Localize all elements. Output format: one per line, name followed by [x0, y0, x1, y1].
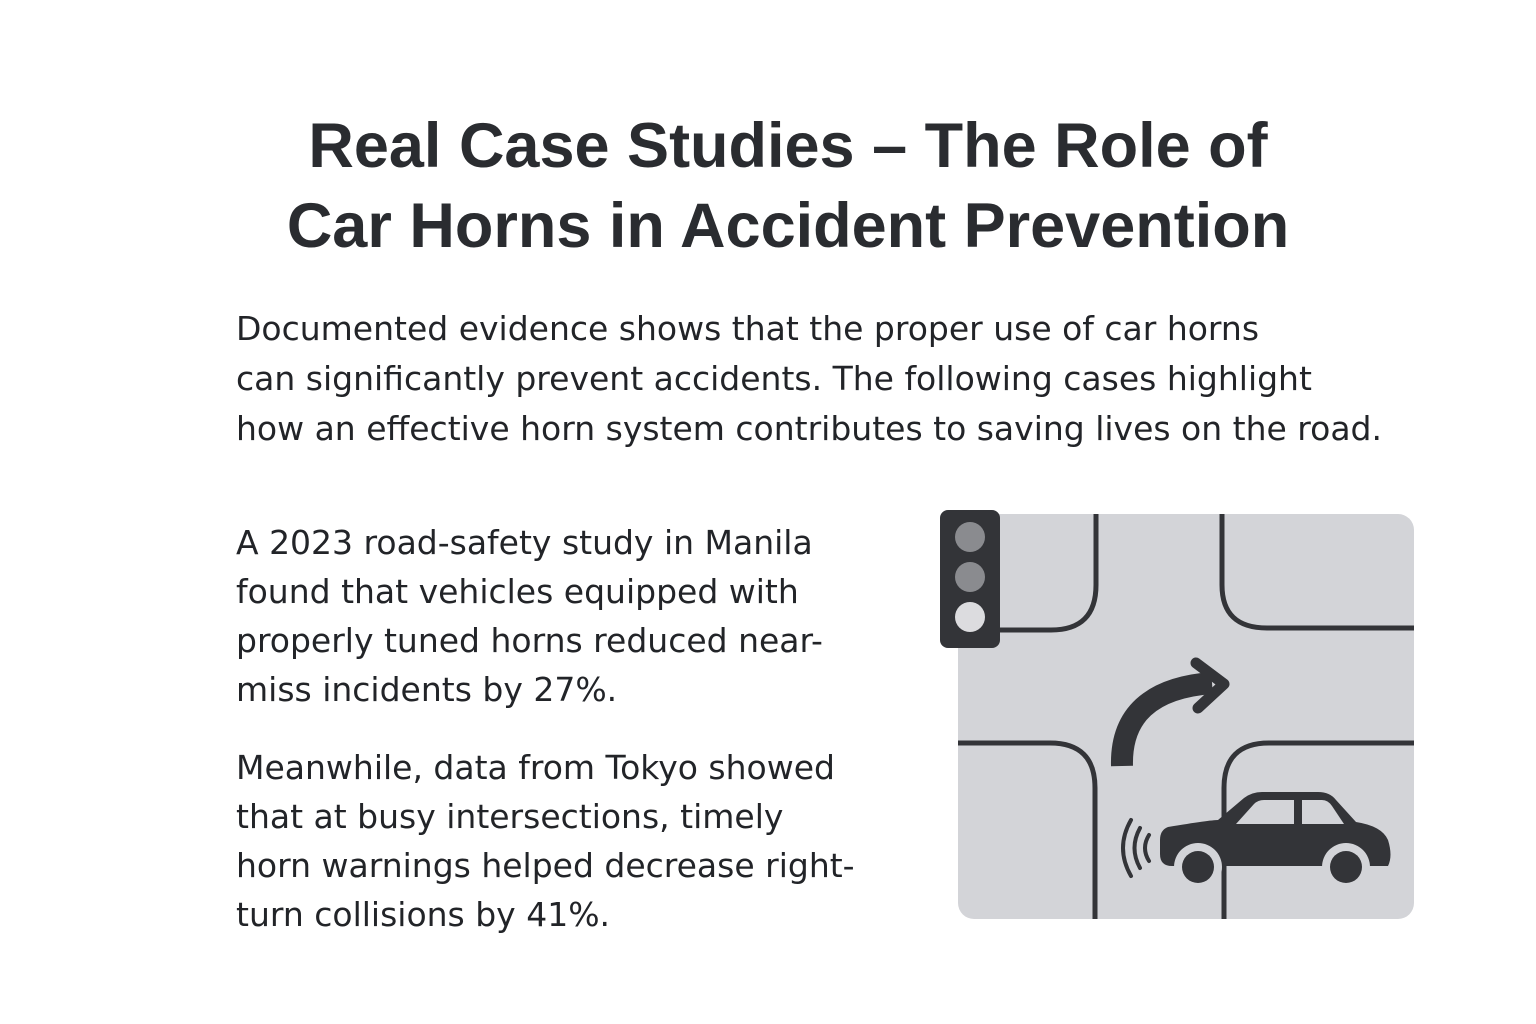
traffic-light-lamp-top	[955, 522, 985, 552]
traffic-light-icon	[940, 510, 1000, 648]
case-study-tokyo	[236, 743, 936, 939]
traffic-light-lamp-bottom	[955, 602, 985, 632]
title-line-2: Car Horns in Accident Prevention	[286, 191, 1290, 261]
intro-line-1: Documented evidence shows that the proper use of car horns	[236, 309, 1260, 348]
case-2-line-3: horn warnings helped decrease right-	[236, 846, 855, 885]
case-2-line-1: Meanwhile, data from Tokyo showed	[236, 748, 835, 787]
case-1-line-3: properly tuned horns reduced near-	[236, 621, 823, 660]
case-1-line-4: miss incidents by 27%.	[236, 670, 618, 709]
traffic-light-lamp-middle	[955, 562, 985, 592]
title-line-1: Real Case Studies – The Role of	[308, 111, 1268, 181]
case-study-manila	[236, 518, 936, 714]
intro-line-2: can significantly prevent accidents. The following cases highlight	[236, 359, 1312, 398]
car-wheel-front-tire	[1182, 851, 1214, 883]
case-1-line-2: found that vehicles equipped with	[236, 572, 799, 611]
case-2-line-2: that at busy intersections, timely	[236, 797, 784, 836]
intersection-illustration	[930, 500, 1430, 930]
intro-line-3: how an effective horn system contributes to saving lives on the road.	[236, 409, 1382, 448]
case-1-line-1: A 2023 road-safety study in Manila	[236, 523, 813, 562]
case-2-line-4: turn collisions by 41%.	[236, 895, 611, 934]
car-wheel-rear-tire	[1330, 851, 1362, 883]
page-title	[0, 106, 1536, 266]
intro-paragraph	[236, 304, 1496, 454]
